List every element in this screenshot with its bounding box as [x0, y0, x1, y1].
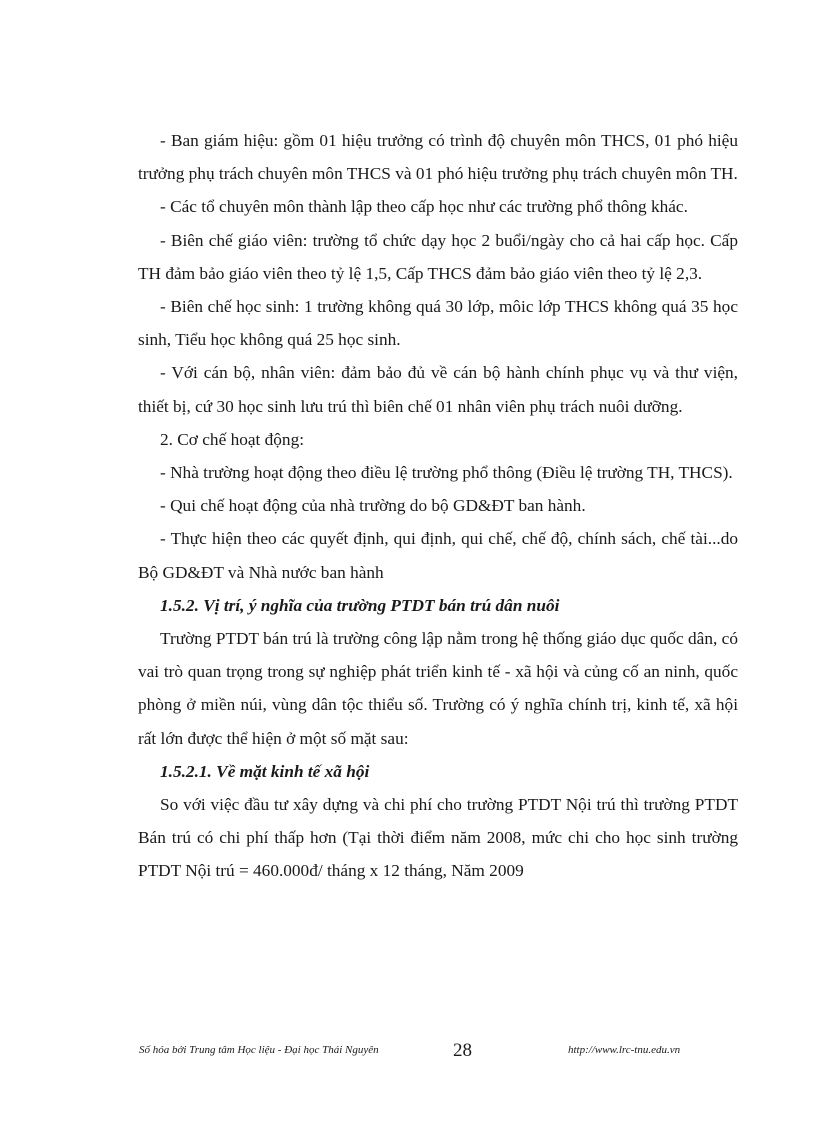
paragraph-to-chuyen-mon: - Các tổ chuyên môn thành lập theo cấp học như các trường phổ thông khác. [160, 197, 688, 217]
paragraph-thuc-hien: - Thực hiện theo các quyết định, qui định, qui chế, chế độ, chính sách, chế tài...do Bộ GD&ĐT và Nhà nước ban hành [138, 529, 738, 582]
page-number: 28 [453, 1040, 472, 1061]
paragraph-bien-che-hoc-sinh: - Biên chế học sinh: 1 trường không quá 30 lớp, môic lớp THCS không quá 35 học sinh, Tiểu học không quá 25 học sinh. [138, 297, 738, 350]
paragraph-bien-che-giao-vien: - Biên chế giáo viên: trường tổ chức dạy học 2 buổi/ngày cho cả hai cấp học. Cấp TH đảm bảo giáo viên theo tỷ lệ 1,5, Cấp THCS đảm bảo giáo viên theo tỷ lệ 2,3. [138, 230, 738, 283]
paragraph-can-bo-nhan-vien: - Với cán bộ, nhân viên: đảm bảo đủ về cán bộ hành chính phục vụ và thư viện, thiết bị, cứ 30 học sinh lưu trú thì biên chế 01 nhân viên phụ trách nuôi dưỡng. [138, 363, 738, 416]
paragraph-dieu-le: - Nhà trường hoạt động theo điều lệ trường phổ thông (Điều lệ trường TH, THCS). [160, 463, 733, 483]
section-heading-1-5-2: 1.5.2. Vị trí, ý nghĩa của trường PTDT bán trú dân nuôi [160, 595, 560, 615]
footer-url: http://www.lrc-tnu.edu.vn [568, 1044, 681, 1056]
page-footer [0, 1040, 816, 1070]
paragraph-ban-giam-hieu: - Ban giám hiệu: gồm 01 hiệu trưởng có trình độ chuyên môn THCS, 01 phó hiệu trưởng phụ trách chuyên môn THCS và 01 phó hiệu trưởng phụ trách chuyên môn TH. [138, 131, 738, 184]
paragraph-so-voi: So với việc đầu tư xây dựng và chi phí cho trường PTDT Nội trú thì trường PTDT Bán trú có chi phí thấp hơn (Tại thời điểm năm 2008, mức chi cho học sinh trường PTDT Nội trú = 460.000đ/ tháng x 12 tháng, Năm 2009 [138, 795, 738, 881]
footer-source: Số hóa bởi Trung tâm Học liệu - Đại học Thái Nguyên [139, 1044, 379, 1056]
document-body [138, 124, 738, 888]
paragraph-truong-ptdt: Trường PTDT bán trú là trường công lập nằm trong hệ thống giáo dục quốc dân, có vai trò quan trọng trong sự nghiệp phát triển kinh tế - xã hội và củng cố an ninh, quốc phòng ở miền núi, vùng dân tộc thiểu số. Trường có ý nghĩa chính trị, kinh tế, xã hội rất lớn được thể hiện ở một số mặt sau: [138, 629, 738, 748]
paragraph-qui-che: - Qui chế hoạt động của nhà trường do bộ GD&ĐT ban hành. [160, 496, 586, 516]
paragraph-co-che-hoat-dong: 2. Cơ chế hoạt động: [160, 429, 305, 449]
section-heading-1-5-2-1: 1.5.2.1. Về mặt kinh tế xã hội [160, 761, 370, 781]
